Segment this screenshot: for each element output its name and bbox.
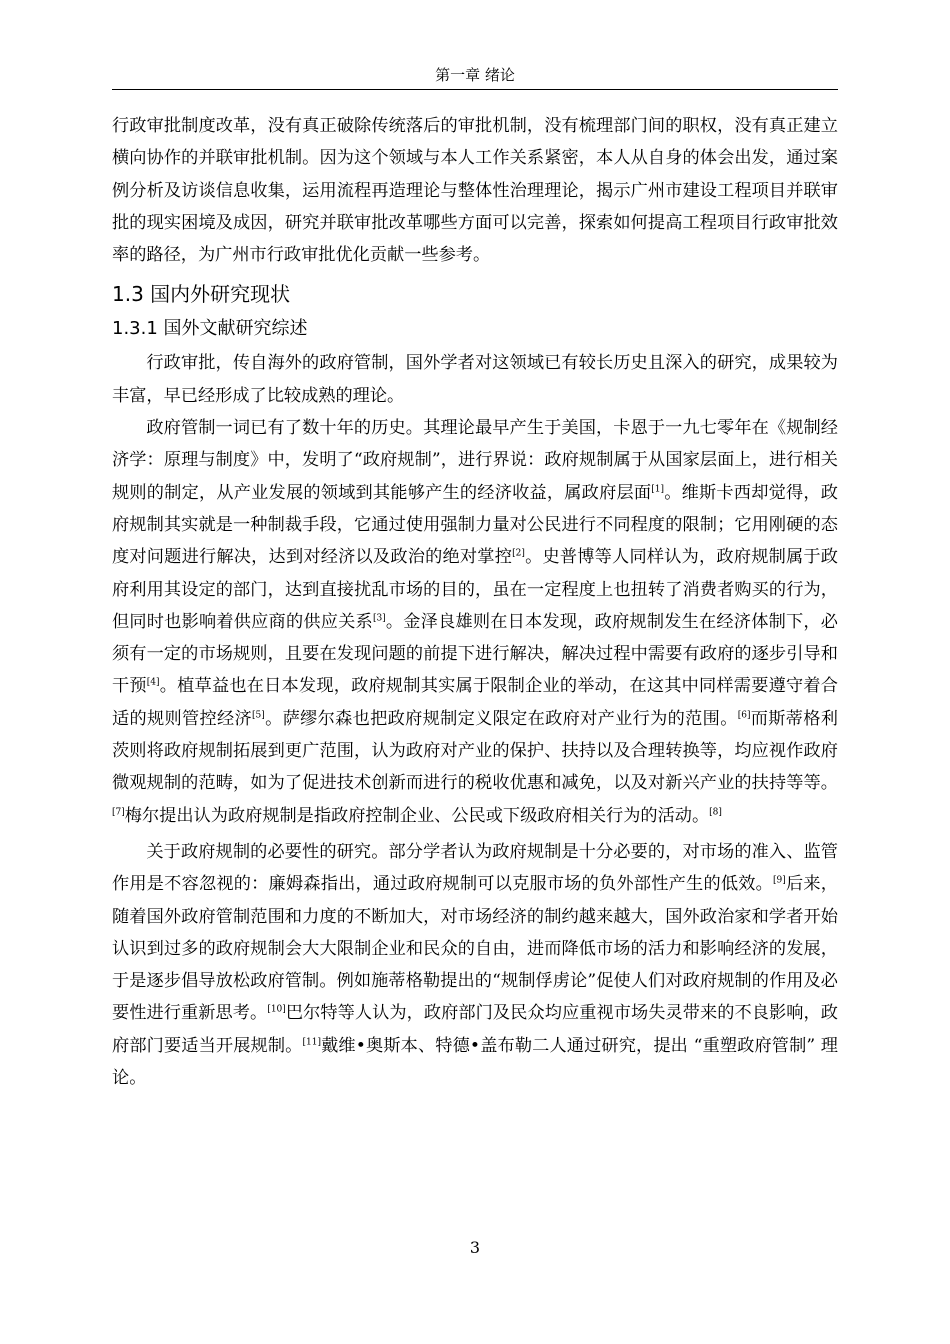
citation-ref: [11] [302,1036,321,1047]
citation-ref: [1] [651,483,665,494]
citation-ref: [2] [512,548,525,559]
paragraph-necessity [112,836,838,1094]
section-heading: 1.3 国内外研究现状 [112,282,291,307]
citation-ref: [5] [252,710,265,721]
citation-ref: [3] [372,613,386,624]
text-span: 关于政府规制的必要性的研究。部分学者认为政府规制是十分必要的，对市场的准入、监管作用是不容忽视的：廉姆森指出，通过政府规制可以克服市场的负外部性产生的低效。 [112,841,838,895]
header-rule [112,89,838,90]
text-span: 。史普博等人同样认为，政府规制属于政府利用其设定的部门，达到直接扰乱市场的目的，虽在一定程度上也扭转了消费者购买的行为，但同时也影响着供应商的供应关系 [112,547,838,632]
text-span: 而斯蒂格利茨则将政府规制拓展到更广范围，认为政府对产业的保护、扶持以及合理转换等，均应视作政府微观规制的范畴，如为了促进技术创新而进行的税收优惠和减免，以及对新兴产业的扶持等等。 [112,708,838,794]
text-span: 。萨缪尔森也把政府规制定义限定在政府对产业行为的范围。 [264,708,738,729]
subsection-heading: 1.3.1 国外文献研究综述 [112,318,308,340]
page-number: 3 [469,1238,481,1257]
paragraph-intro-end: 行政审批制度改革，没有真正破除传统落后的审批机制，没有梳理部门间的职权，没有真正建立横向协作的并联审批机制。因为这个领域与本人工作关系紧密，本人从自身的体会出发，通过案例分析及访谈信息收集，运用流程再造理论与整体性治理理论，揭示广州市建设工程项目并联审批的现实困境及成因，研究并联审批改革哪些方面可以完善，探索如何提高工程项目行政审批效率的路径，为广州市行政审批优化贡献一些参考。 [112,116,838,266]
citation-ref: [9] [773,875,786,886]
citation-ref: [4] [146,677,160,688]
text-span: 。维斯卡西却觉得，政府规制其实就是一种制裁手段，它通过使用强制力量对公民进行不同程度的限制；它用刚硬的态度对问题进行解决，达到对经济以及政治的绝对掌控 [112,482,838,568]
paragraph-overview: 行政审批，传自海外的政府管制，国外学者对这领域已有较长历史且深入的研究，成果较为丰富，早已经形成了比较成熟的理论。 [112,353,838,406]
citation-ref: [6] [737,710,751,721]
paragraph-definitions [112,412,838,832]
text-span: 。金泽良雄则在日本发现，政府规制发生在经济体制下，必须有一定的市场规则，且要在发现问题的前提下进行解决，解决过程中需要有政府的逐步引导和干预 [112,611,838,697]
text-span: 梅尔提出认为政府规制是指政府控制企业、公民或下级政府相关行为的活动。 [124,805,710,826]
citation-ref: [10] [267,1004,286,1015]
text-span: 后来，随着国外政府管制范围和力度的不断加大，对市场经济的制约越来越大，国外政治家和学者开始认识到过多的政府规制会大大限制企业和民众的自由，进而降低市场的活力和影响经济的发展，于是逐步倡导放松政府管制。例如施蒂格勒提出的“规制俘虏论”促使人们对政府规制的作用及必要性进行重新思考。 [112,874,838,1024]
citation-ref: [7] [112,806,125,817]
citation-ref: [8] [709,806,722,817]
text-span: 巴尔特等人认为，政府部门及民众均应重视市场失灵带来的不良影响，政府部门要适当开展规制。 [112,1003,838,1056]
text-span: 戴维•奥斯本、特德•盖布勒二人通过研究，提出 “重塑政府管制” 理论。 [112,1035,838,1089]
running-header: 第一章 绪论 [435,66,515,84]
text-span: 。植草益也在日本发现，政府规制其实属于限制企业的举动，在这其中同样需要遵守着合适的规则管控经济 [112,676,838,729]
page-body [112,110,838,1094]
text-span: 政府管制一词已有了数十年的历史。其理论最早产生于美国，卡恩于一九七零年在《规制经济学：原理与制度》中，发明了“政府规制”，进行界说：政府规制属于从国家层面上，进行相关规则的制定，从产业发展的领域到其能够产生的经济收益，属政府层面 [112,418,838,503]
